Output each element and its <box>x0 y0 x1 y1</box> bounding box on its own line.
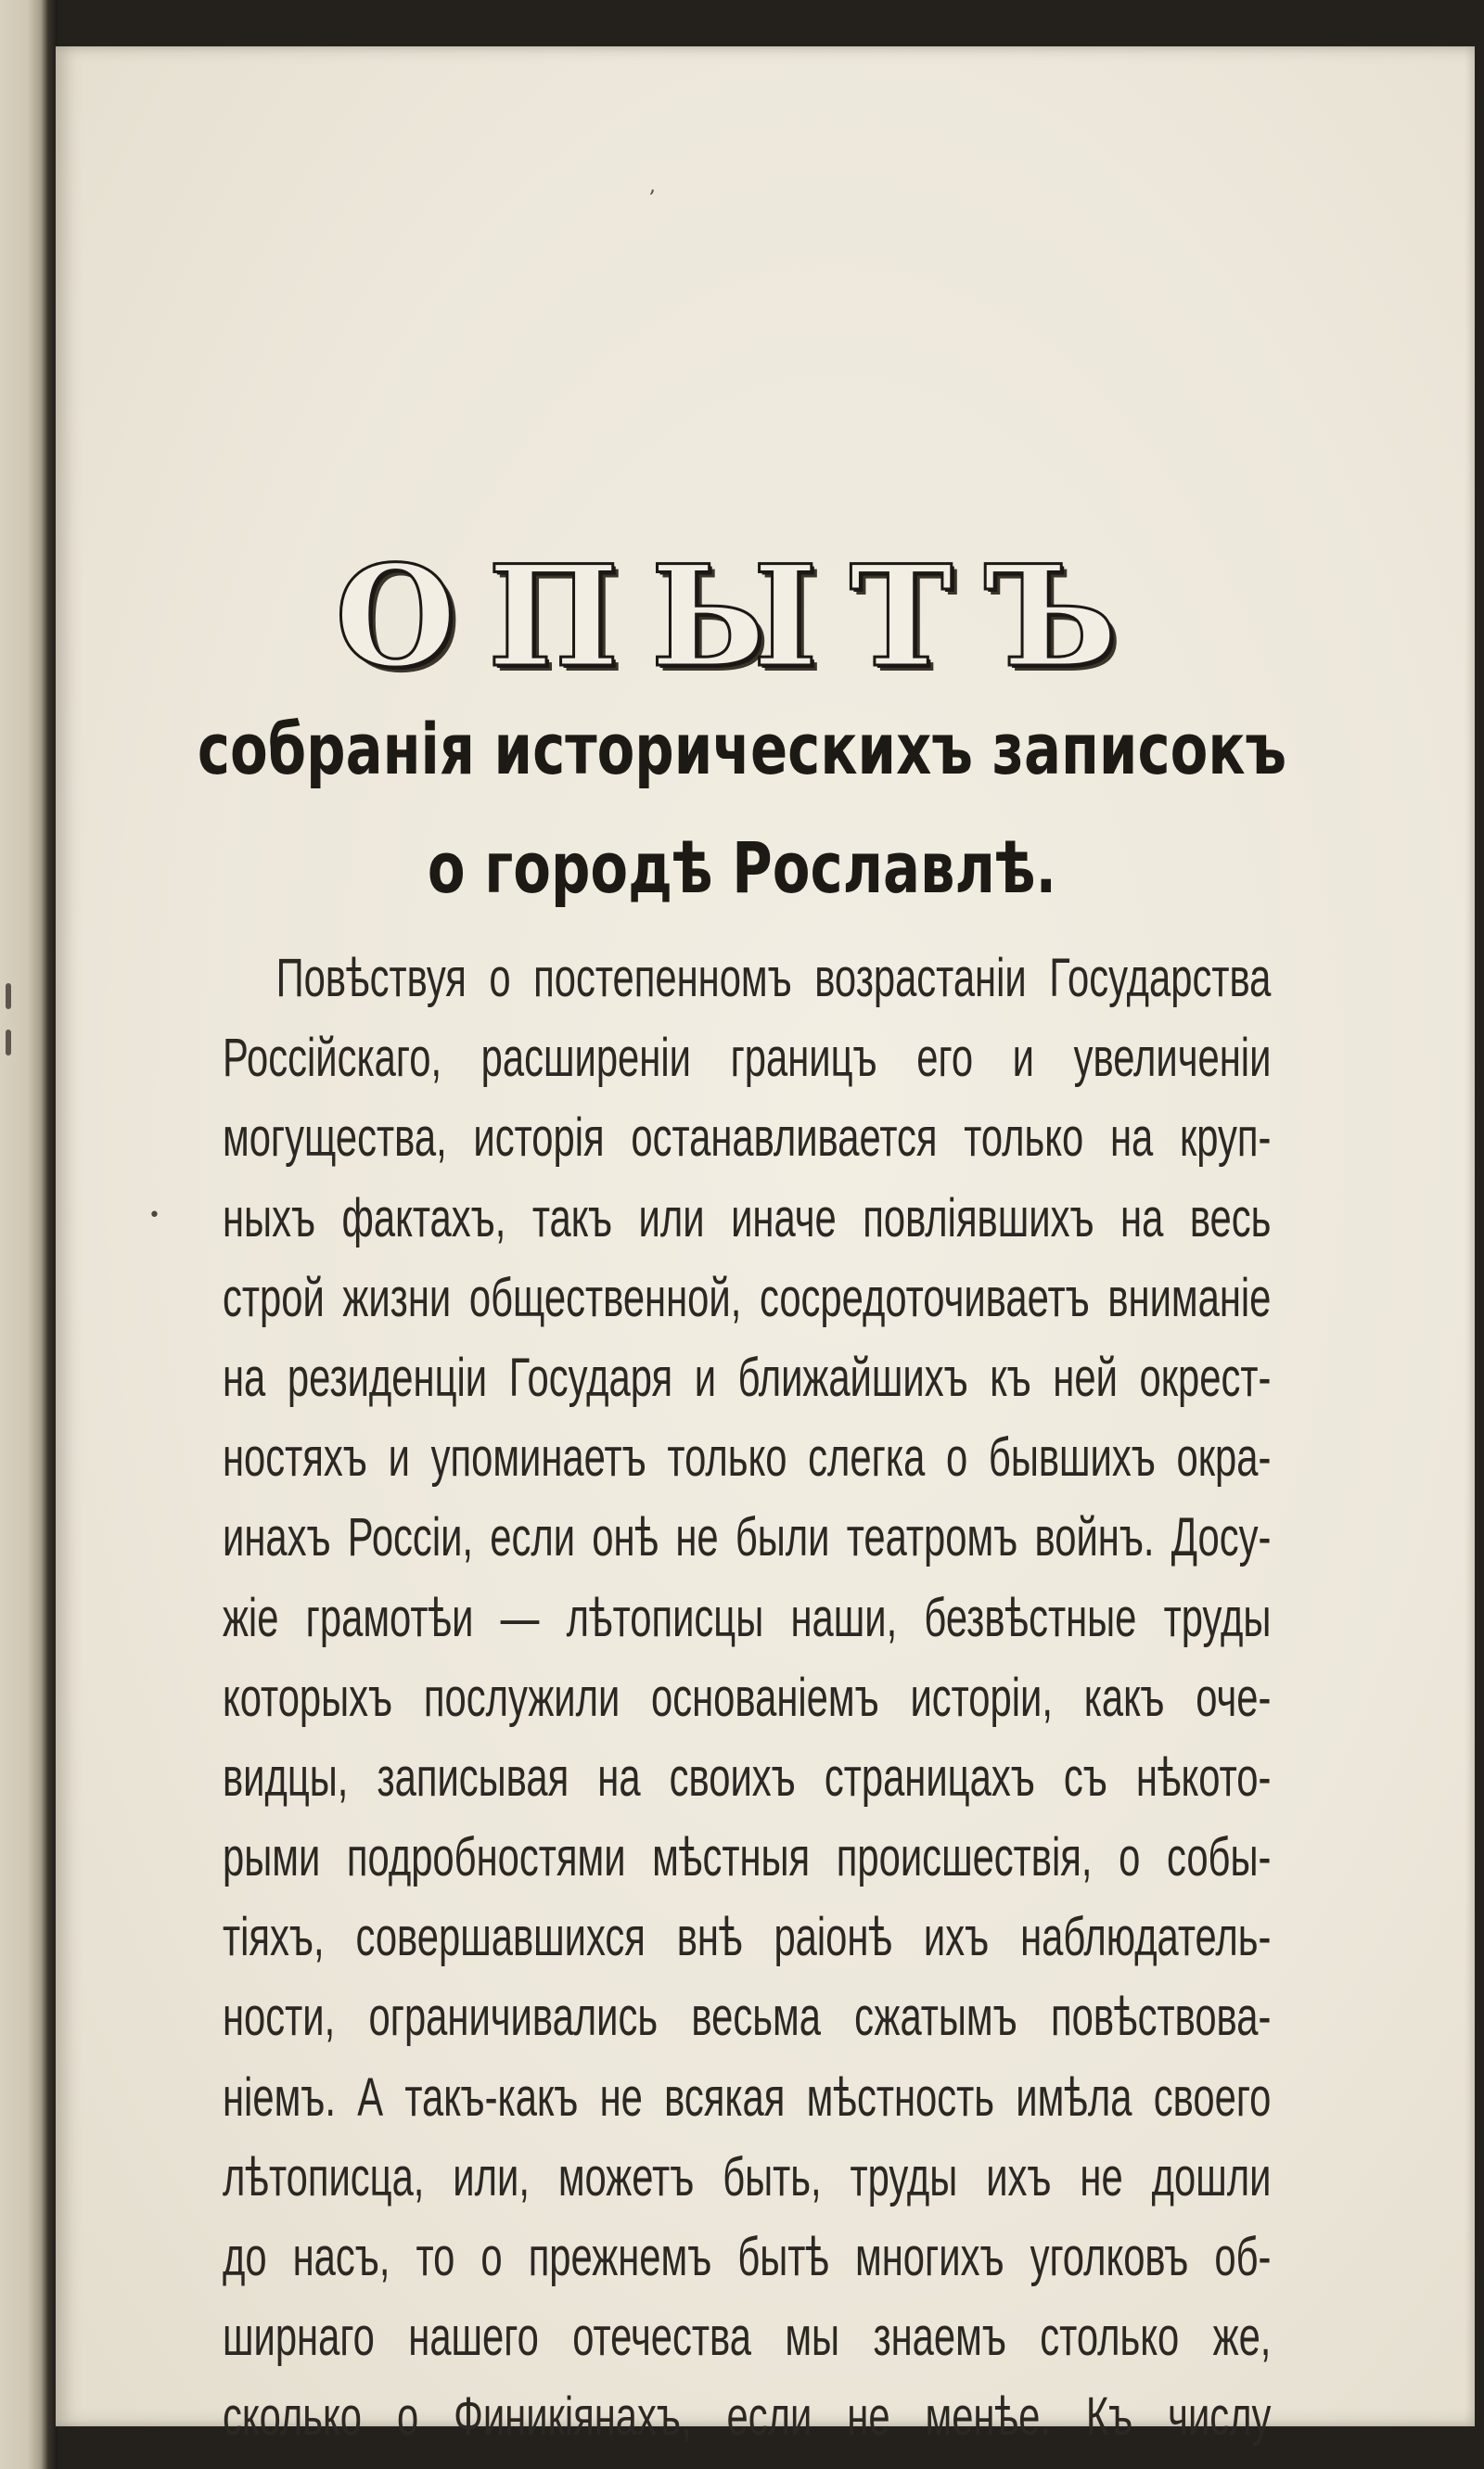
body-line: на резиденціи Государя и ближайшихъ къ ней окрест- <box>223 1347 1272 1408</box>
body-line: строй жизни общественной, сосредоточиваетъ вниманіе <box>223 1267 1272 1328</box>
body-line: жіе грамотѣи — лѣтописцы наши, безвѣстные труды <box>223 1587 1272 1648</box>
body-text <box>223 939 1271 2458</box>
body-line: ныхъ фактахъ, такъ или иначе повліявшихъ на весь <box>223 1187 1272 1248</box>
body-line: инахъ Россіи, если онѣ не были театромъ войнъ. Досу- <box>223 1507 1272 1568</box>
binding-mark <box>6 1030 11 1055</box>
body-line: сколько о Финикіянахъ, если не менѣе. Къ числу <box>223 2386 1272 2448</box>
body-line: видцы, записывая на своихъ страницахъ съ нѣкото- <box>223 1746 1272 1808</box>
body-line: ности, ограничивались весьма сжатымъ повѣствова- <box>223 1987 1272 2048</box>
binding-mark <box>6 983 11 1009</box>
body-line: ширнаго нашего отечества мы знаемъ столько же, <box>223 2307 1272 2368</box>
body-line: которыхъ послужили основаніемъ исторіи, какъ оче- <box>223 1667 1272 1728</box>
body-line: могущества, исторія останавливается только на круп- <box>223 1107 1272 1169</box>
body-line: лѣтописца, или, можетъ быть, труды ихъ не дошли <box>223 2146 1272 2207</box>
book-binding <box>0 0 58 2469</box>
body-line: рыми подробностями мѣстныя происшествія, о собы- <box>223 1827 1272 1888</box>
page-subtitle-line-1: собранія историческихъ записокъ <box>197 708 1287 790</box>
page-subtitle-line-2: о городѣ Рославлѣ. <box>427 826 1057 909</box>
body-line: Повѣствуя о постепенномъ возрастаніи Государства <box>275 948 1272 1008</box>
page-title: ОПЫТЪ <box>335 535 1149 698</box>
body-line: Россійскаго, расширеніи границъ его и увеличеніи <box>223 1028 1272 1089</box>
body-line: до насъ, то о прежнемъ бытѣ многихъ уголковъ об- <box>223 2227 1272 2287</box>
ink-speck: , <box>649 174 656 198</box>
body-line: ностяхъ и упоминаетъ только слегка о бывшихъ окра- <box>223 1427 1272 1489</box>
body-line: ніемъ. А такъ-какъ не всякая мѣстность имѣла своего <box>223 2066 1272 2128</box>
body-line: тіяхъ, совершавшихся внѣ раіонѣ ихъ наблюдатель- <box>223 1907 1272 1968</box>
ink-speck: • <box>148 1204 160 1227</box>
